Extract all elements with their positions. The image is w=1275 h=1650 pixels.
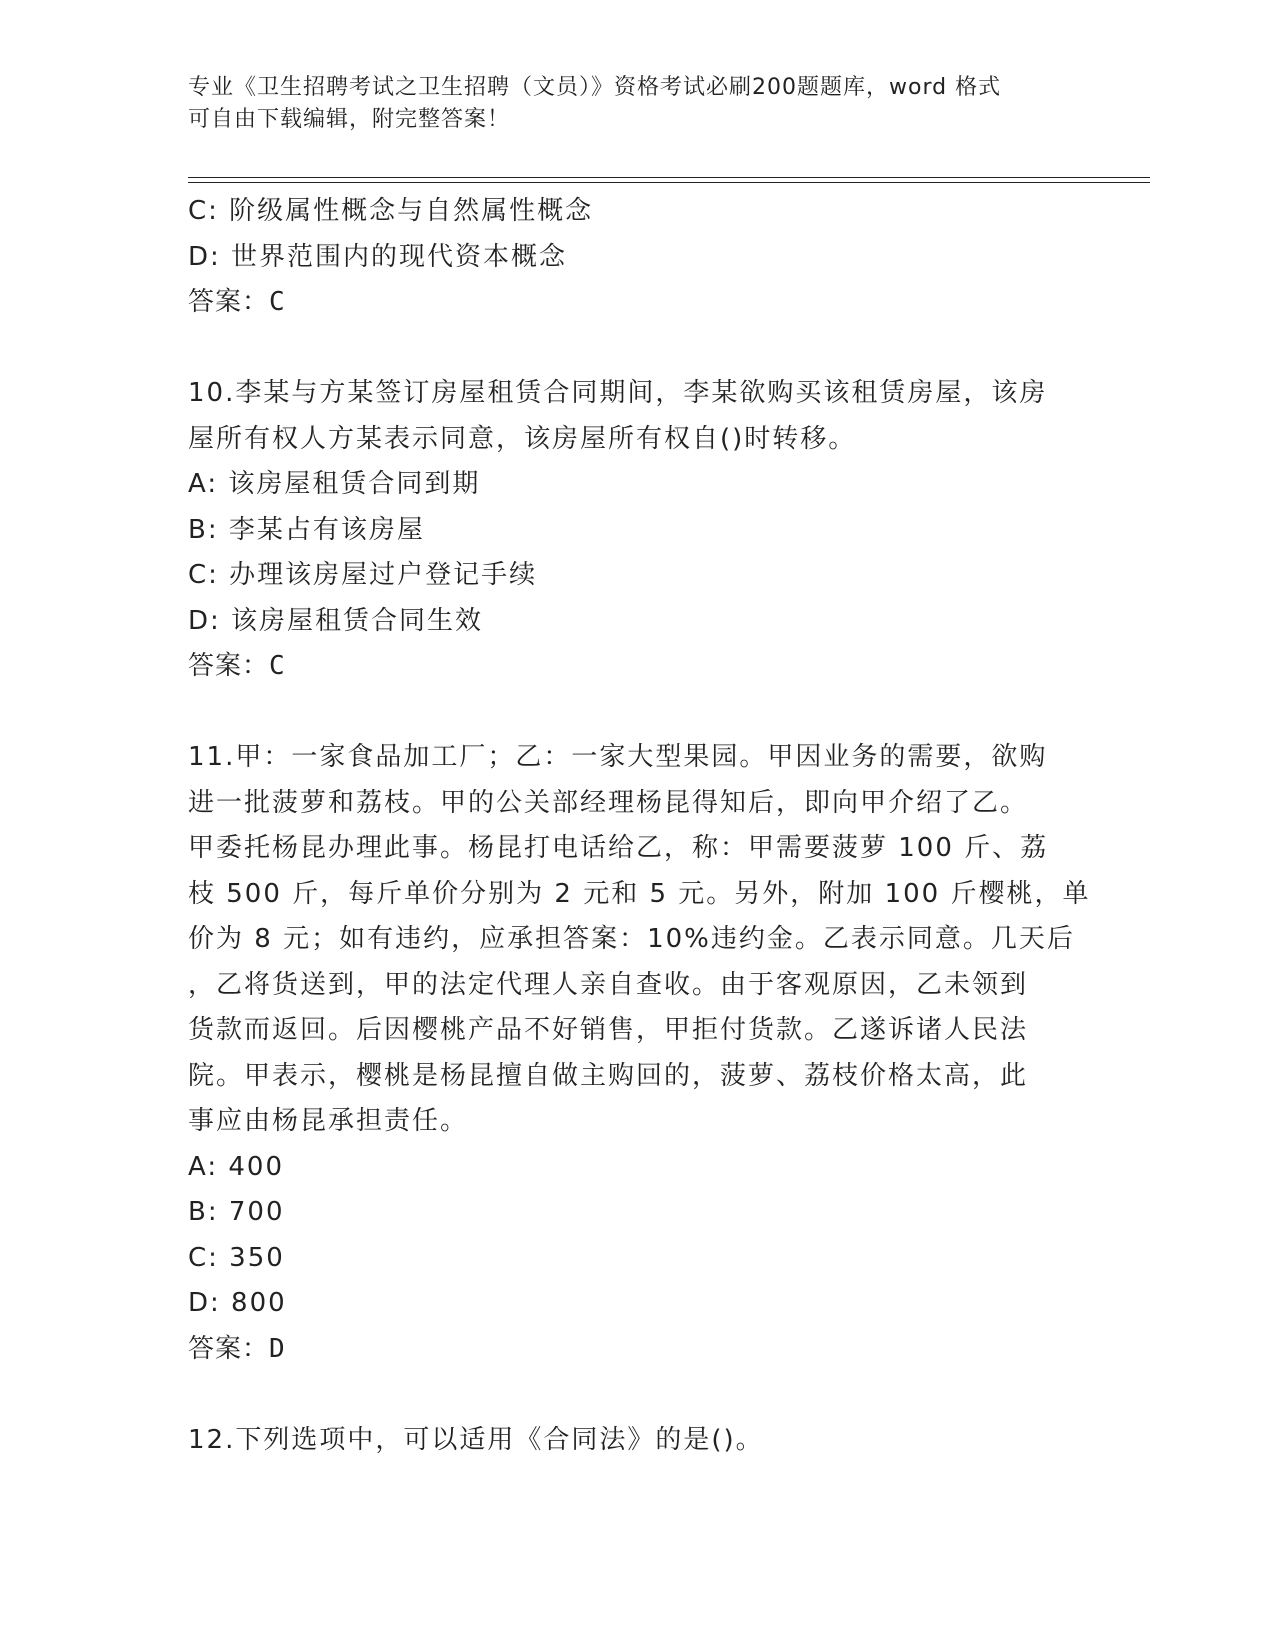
question-stem-line: 枝 500 斤，每斤单价分别为 2 元和 5 元。另外，附加 100 斤樱桃，单 xyxy=(188,878,1091,909)
option-d: D: 800 xyxy=(188,1288,287,1318)
question-stem-line: 屋所有权人方某表示同意，该房屋所有权自()时转移。 xyxy=(188,423,857,454)
question-stem-line: 10.李某与方某签订房屋租赁合同期间，李某欲购买该租赁房屋，该房 xyxy=(188,378,1048,408)
question-stem-line: ，乙将货送到，甲的法定代理人亲自查收。由于客观原因，乙未领到 xyxy=(188,969,1029,1000)
header-divider-bottom xyxy=(188,182,1150,183)
answer-label: 答案：C xyxy=(188,287,286,317)
header-divider-top xyxy=(188,177,1150,178)
question-stem-line: 事应由杨昆承担责任。 xyxy=(188,1106,469,1136)
question-stem-line: 11.甲：一家食品加工厂；乙：一家大型果园。甲因业务的需要，欲购 xyxy=(188,742,1048,772)
option-c: C: 阶级属性概念与自然属性概念 xyxy=(188,196,594,226)
question-10 xyxy=(188,371,1088,690)
option-d: D: 该房屋租赁合同生效 xyxy=(188,605,484,636)
question-stem-line: 甲委托杨昆办理此事。杨昆打电话给乙，称：甲需要菠萝 100 斤、荔 xyxy=(188,833,1049,863)
question-9-tail xyxy=(188,189,1088,326)
option-a: A: 400 xyxy=(188,1151,284,1182)
question-11 xyxy=(188,735,1091,1372)
option-c: C: 350 xyxy=(188,1242,285,1273)
spacer xyxy=(188,690,1088,736)
option-b: B: 700 xyxy=(188,1197,285,1227)
spacer xyxy=(188,326,1088,372)
answer-label: 答案：D xyxy=(188,1333,286,1364)
option-d: D: 世界范围内的现代资本概念 xyxy=(188,241,568,272)
question-stem-line: 货款而返回。后因樱桃产品不好销售，甲拒付货款。乙遂诉诸人民法 xyxy=(188,1015,1029,1045)
option-b: B: 李某占有该房屋 xyxy=(188,514,425,545)
header-line-1: 专业《卫生招聘考试之卫生招聘（文员）》资格考试必刷200题题库，word 格式 xyxy=(188,75,1002,100)
question-stem-line: 价为 8 元；如有违约，应承担答案：10%违约金。乙表示同意。几天后 xyxy=(188,924,1075,954)
question-stem-line: 院。甲表示，樱桃是杨昆擅自做主购回的，菠萝、荔枝价格太高，此 xyxy=(188,1060,1029,1091)
option-a: A: 该房屋租赁合同到期 xyxy=(188,469,481,499)
question-stem-line: 进一批菠萝和荔枝。甲的公关部经理杨昆得知后，即向甲介绍了乙。 xyxy=(188,787,1029,818)
document-header xyxy=(188,72,1068,136)
answer-label: 答案：C xyxy=(188,651,286,681)
question-stem-line: 12.下列选项中，可以适用《合同法》的是()。 xyxy=(188,1424,764,1455)
spacer xyxy=(188,1372,1088,1418)
header-line-2: 可自由下载编辑，附完整答案！ xyxy=(188,107,511,132)
question-12 xyxy=(188,1418,1088,1464)
option-c: C: 办理该房屋过户登记手续 xyxy=(188,560,538,590)
question-content xyxy=(188,189,1091,1463)
